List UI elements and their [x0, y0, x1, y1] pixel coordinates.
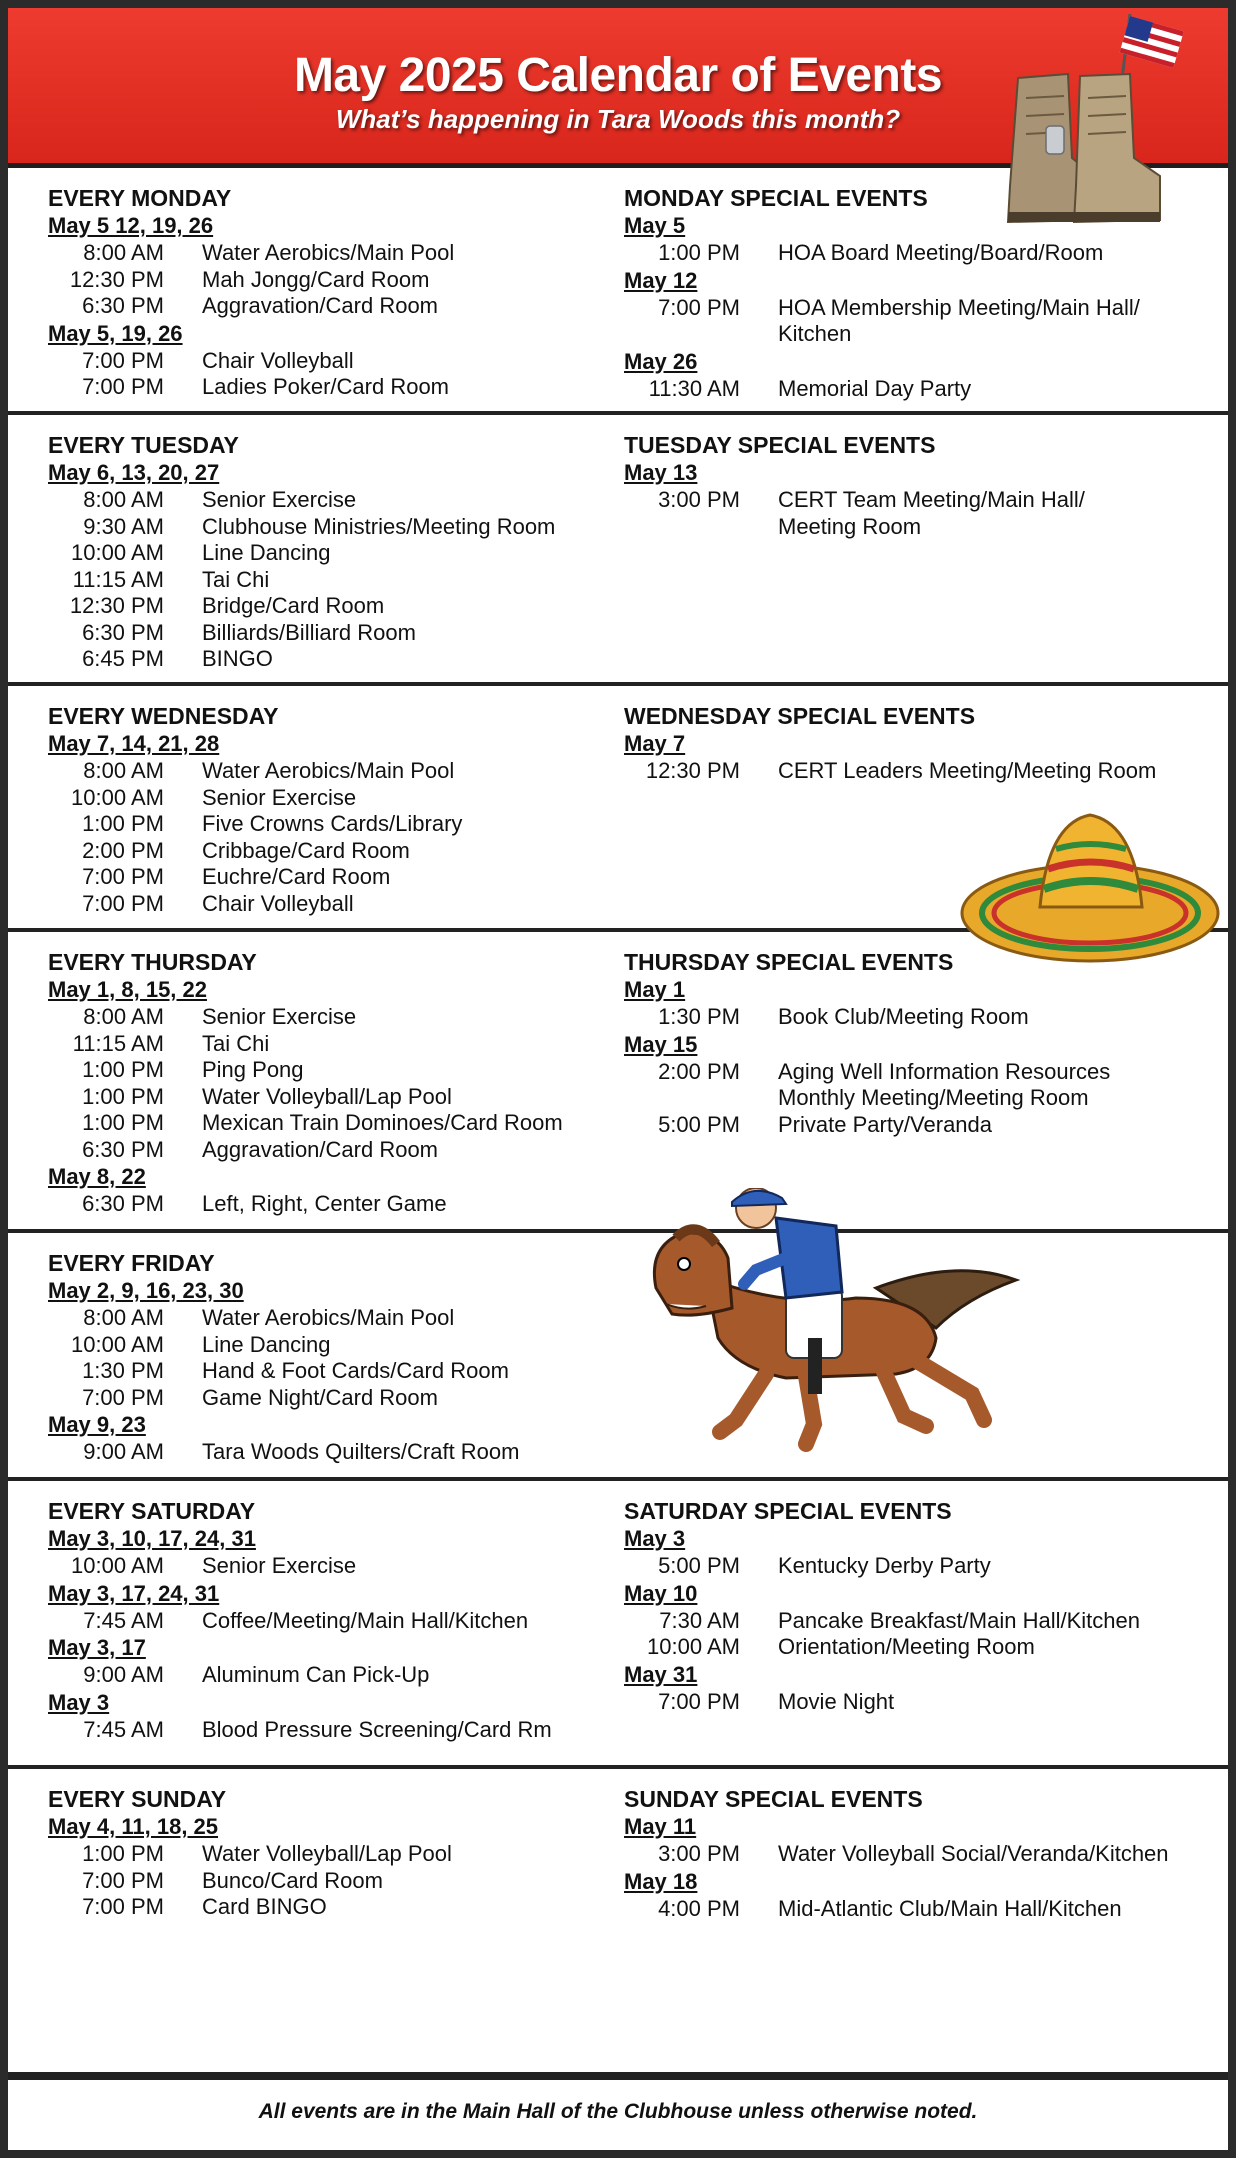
- event-description: Water Aerobics/Main Pool: [202, 240, 455, 265]
- date-group-label: May 9, 23: [48, 1412, 146, 1437]
- event-description: Five Crowns Cards/Library: [202, 811, 463, 836]
- event-time: 10:00 AM: [71, 1553, 164, 1578]
- event-row: [48, 567, 588, 594]
- event-row: [48, 374, 588, 401]
- section-thursday: [8, 932, 1228, 1233]
- event-description: Senior Exercise: [202, 784, 357, 810]
- event-description: Cribbage/Card Room: [202, 837, 410, 863]
- event-row: [48, 811, 588, 838]
- calendar-page: [8, 8, 1228, 2150]
- date-group-label: May 12: [624, 267, 698, 293]
- event-time: 5:00 PM: [658, 1553, 740, 1578]
- event-time: 6:30 PM: [82, 1191, 164, 1216]
- event-time: 3:00 PM: [658, 487, 740, 512]
- event-time: 3:00 PM: [658, 1841, 740, 1866]
- event-description: Mah Jongg/Card Room: [202, 266, 430, 292]
- event-row: [48, 1608, 588, 1635]
- event-description: Bunco/Card Room: [202, 1867, 383, 1893]
- event-time: 1:30 PM: [82, 1358, 164, 1383]
- event-row: [48, 540, 588, 567]
- event-row: [48, 1868, 588, 1895]
- date-group-label: May 3: [624, 1526, 686, 1551]
- event-row: [48, 240, 588, 267]
- event-row: [624, 1112, 1204, 1139]
- event-time: 7:45 AM: [83, 1607, 164, 1633]
- event-description: Clubhouse Ministries/Meeting Room: [202, 513, 556, 539]
- date-group-label: May 6, 13, 20, 27: [48, 460, 220, 485]
- event-description: Tai Chi: [202, 1030, 270, 1056]
- event-row: [48, 1439, 588, 1466]
- event-row: [48, 758, 588, 785]
- event-row: [48, 785, 588, 812]
- event-description: Memorial Day Party: [778, 375, 972, 401]
- event-row: [48, 620, 588, 647]
- sombrero-icon: [958, 803, 1223, 968]
- boots-flag-icon: [998, 8, 1198, 240]
- event-time: 12:30 PM: [69, 593, 164, 618]
- event-time: 7:00 PM: [82, 374, 164, 399]
- event-row: [48, 646, 588, 673]
- event-description: Line Dancing: [202, 540, 331, 565]
- event-time: 7:00 PM: [82, 890, 164, 916]
- event-row: [48, 1137, 588, 1164]
- event-description: Water Aerobics/Main Pool: [202, 1305, 455, 1330]
- event-row: [48, 348, 588, 375]
- event-description: Private Party/Veranda: [778, 1111, 993, 1137]
- event-description: Left, Right, Center Game: [202, 1191, 447, 1216]
- event-time: 8:00 AM: [83, 240, 164, 265]
- event-description: Game Night/Card Room: [202, 1384, 438, 1410]
- event-description: Billiards/Billiard Room: [202, 619, 416, 645]
- date-group-label: May 10: [624, 1580, 698, 1606]
- event-row: [48, 1305, 588, 1332]
- date-group-label: May 7, 14, 21, 28: [48, 731, 220, 756]
- day-heading: EVERY SUNDAY: [48, 1786, 227, 1812]
- day-heading: EVERY MONDAY: [48, 185, 232, 211]
- event-description: Ladies Poker/Card Room: [202, 374, 450, 399]
- date-group-label: May 3, 17: [48, 1635, 146, 1660]
- event-row: [624, 376, 1204, 403]
- event-description: Book Club/Meeting Room: [778, 1004, 1029, 1029]
- event-description: Orientation/Meeting Room: [778, 1634, 1035, 1659]
- event-description: BINGO: [202, 646, 273, 671]
- event-time: 11:15 AM: [72, 566, 164, 592]
- event-description: Coffee/Meeting/Main Hall/Kitchen: [202, 1607, 529, 1633]
- event-time: 5:00 PM: [658, 1111, 740, 1137]
- event-time: 7:30 AM: [659, 1607, 740, 1633]
- event-row: [48, 1110, 588, 1137]
- event-row: [48, 891, 588, 918]
- day-heading: EVERY TUESDAY: [48, 432, 239, 458]
- page-title: May 2025 Calendar of Events: [293, 49, 943, 102]
- event-time: 10:00 AM: [647, 1634, 740, 1659]
- date-group-label: May 8, 22: [48, 1164, 146, 1189]
- day-heading: EVERY FRIDAY: [48, 1250, 215, 1276]
- event-description: Ping Pong: [202, 1057, 304, 1082]
- day-heading: EVERY WEDNESDAY: [48, 703, 279, 729]
- event-time: 1:00 PM: [82, 1841, 164, 1866]
- event-row: [48, 1084, 588, 1111]
- section-friday: [8, 1233, 1228, 1481]
- event-row: [48, 1031, 588, 1058]
- section-sunday: [8, 1769, 1228, 2076]
- date-group-label: May 2, 9, 16, 23, 30: [48, 1278, 244, 1303]
- event-row: [624, 1059, 1204, 1112]
- thursday-recurring-column: [48, 932, 588, 1229]
- event-time: 1:00 PM: [82, 811, 164, 836]
- day-heading: THURSDAY SPECIAL EVENTS: [624, 949, 954, 975]
- saturday-recurring-column: [48, 1481, 588, 1765]
- day-heading: EVERY THURSDAY: [48, 949, 257, 975]
- event-description: Water Volleyball/Lap Pool: [202, 1083, 452, 1109]
- event-row: [48, 1385, 588, 1412]
- date-group-label: May 15: [624, 1031, 698, 1057]
- event-description: Mid-Atlantic Club/Main Hall/Kitchen: [778, 1895, 1122, 1921]
- event-time: 7:00 PM: [82, 347, 164, 373]
- date-group-label: May 26: [624, 348, 698, 374]
- event-time: 4:00 PM: [658, 1895, 740, 1921]
- friday-recurring-column: [48, 1233, 588, 1477]
- event-row: [624, 1004, 1204, 1031]
- event-row: [48, 1332, 588, 1359]
- event-row: [48, 1057, 588, 1084]
- event-time: 10:00 AM: [71, 784, 164, 810]
- event-description: Aggravation/Card Room: [202, 293, 439, 318]
- event-description: Tai Chi: [202, 566, 270, 592]
- event-row: [624, 758, 1204, 785]
- event-row: [624, 240, 1204, 267]
- event-time: 8:00 AM: [83, 758, 164, 783]
- event-row: [48, 1191, 588, 1218]
- event-description: Kentucky Derby Party: [778, 1553, 991, 1578]
- event-description: Line Dancing: [202, 1331, 331, 1357]
- event-time: 7:00 PM: [658, 294, 740, 320]
- event-time: 6:45 PM: [82, 646, 164, 671]
- event-description: Mexican Train Dominoes/Card Room: [202, 1110, 563, 1135]
- event-description: Water Volleyball/Lap Pool: [202, 1841, 452, 1866]
- event-time: 7:00 PM: [82, 1894, 164, 1919]
- event-time: 7:00 PM: [658, 1688, 740, 1714]
- event-row: [48, 864, 588, 891]
- event-time: 7:45 AM: [83, 1716, 164, 1742]
- event-row: [48, 1841, 588, 1868]
- date-group-label: May 4, 11, 18, 25: [48, 1814, 219, 1839]
- event-description: Senior Exercise: [202, 1004, 357, 1029]
- event-row: [48, 514, 588, 541]
- date-group-label: May 1: [624, 977, 686, 1002]
- event-time: 9:00 AM: [83, 1662, 164, 1687]
- event-time: 6:30 PM: [82, 293, 164, 318]
- tuesday-special-column: [624, 415, 1204, 682]
- date-group-label: May 3, 10, 17, 24, 31: [48, 1526, 256, 1551]
- date-group-label: May 13: [624, 460, 698, 485]
- event-row: [48, 1553, 588, 1580]
- event-row: [624, 295, 1204, 348]
- date-group-label: May 7: [624, 731, 686, 756]
- event-description: Pancake Breakfast/Main Hall/Kitchen: [778, 1607, 1140, 1633]
- event-description: Euchre/Card Room: [202, 864, 391, 889]
- event-time: 11:30 AM: [648, 375, 740, 401]
- event-row: [48, 267, 588, 294]
- event-row: [48, 1894, 588, 1921]
- thursday-special-column: [624, 932, 1204, 1229]
- event-time: 10:00 AM: [71, 540, 164, 565]
- event-row: [624, 487, 1204, 540]
- event-description: Tara Woods Quilters/Craft Room: [202, 1439, 520, 1464]
- date-group-label: May 1, 8, 15, 22: [48, 977, 207, 1002]
- event-description: Water Volleyball Social/Veranda/Kitchen: [778, 1841, 1169, 1866]
- event-time: 1:00 PM: [82, 1083, 164, 1109]
- event-description: Movie Night: [778, 1688, 895, 1714]
- jockey-horse-icon: [636, 1188, 1026, 1458]
- event-time: 8:00 AM: [83, 1305, 164, 1330]
- event-time: 2:00 PM: [82, 837, 164, 863]
- event-time: 6:30 PM: [82, 619, 164, 645]
- section-tuesday: [8, 415, 1228, 686]
- footer-note: All events are in the Main Hall of the Clubhouse unless otherwise noted.: [8, 2076, 1228, 2150]
- event-row: [48, 838, 588, 865]
- date-group-label: May 3: [48, 1689, 110, 1715]
- day-heading: WEDNESDAY SPECIAL EVENTS: [624, 703, 976, 729]
- event-description: Blood Pressure Screening/Card Rm: [202, 1716, 552, 1742]
- event-description: HOA Board Meeting/Board/Room: [778, 240, 1104, 265]
- event-time: 1:30 PM: [658, 1004, 740, 1029]
- event-time: 7:00 PM: [82, 1867, 164, 1893]
- event-time: 1:00 PM: [82, 1057, 164, 1082]
- event-time: 6:30 PM: [82, 1136, 164, 1162]
- event-description: CERT Leaders Meeting/Meeting Room: [778, 758, 1157, 783]
- event-row: [48, 593, 588, 620]
- event-description: HOA Membership Meeting/Main Hall/ Kitchen: [778, 294, 1140, 346]
- day-heading: MONDAY SPECIAL EVENTS: [624, 185, 928, 211]
- event-time: 10:00 AM: [71, 1331, 164, 1357]
- event-time: 7:00 PM: [82, 1384, 164, 1410]
- event-time: 1:00 PM: [658, 240, 740, 265]
- date-group-label: May 18: [624, 1868, 698, 1894]
- event-description: Bridge/Card Room: [202, 593, 385, 618]
- page-subtitle: What’s happening in Tara Woods this month?: [335, 104, 901, 134]
- date-group-label: May 5 12, 19, 26: [48, 213, 214, 238]
- tuesday-recurring-column: [48, 415, 588, 682]
- date-group-label: May 31: [624, 1661, 698, 1687]
- day-heading: SATURDAY SPECIAL EVENTS: [624, 1498, 952, 1524]
- event-description: Senior Exercise: [202, 1553, 357, 1578]
- event-time: 8:00 AM: [83, 1004, 164, 1029]
- event-time: 1:00 PM: [82, 1110, 164, 1135]
- date-group-label: May 5: [624, 213, 686, 238]
- event-row: [624, 1689, 1204, 1716]
- event-row: [48, 1662, 588, 1689]
- event-row: [48, 293, 588, 320]
- event-description: Chair Volleyball: [202, 890, 354, 916]
- event-time: 9:00 AM: [83, 1439, 164, 1464]
- event-row: [48, 1004, 588, 1031]
- event-time: 8:00 AM: [83, 487, 164, 512]
- wednesday-recurring-column: [48, 686, 588, 928]
- sunday-special-column: [624, 1769, 1204, 2072]
- event-row: [48, 487, 588, 514]
- event-description: Aggravation/Card Room: [202, 1136, 439, 1162]
- event-row: [48, 1358, 588, 1385]
- event-time: 12:30 PM: [645, 758, 740, 783]
- event-description: Water Aerobics/Main Pool: [202, 758, 455, 783]
- event-description: Aluminum Can Pick-Up: [202, 1662, 430, 1687]
- event-time: 7:00 PM: [82, 864, 164, 889]
- day-heading: SUNDAY SPECIAL EVENTS: [624, 1786, 923, 1812]
- event-time: 12:30 PM: [69, 266, 164, 292]
- day-heading: EVERY SATURDAY: [48, 1498, 256, 1524]
- date-group-label: May 3, 17, 24, 31: [48, 1580, 220, 1606]
- event-time: 9:30 AM: [83, 513, 164, 539]
- event-row: [624, 1553, 1204, 1580]
- date-group-label: May 11: [624, 1814, 697, 1839]
- event-description: Card BINGO: [202, 1894, 327, 1919]
- sunday-recurring-column: [48, 1769, 588, 2072]
- day-heading: TUESDAY SPECIAL EVENTS: [624, 432, 936, 458]
- event-description: Senior Exercise: [202, 487, 357, 512]
- event-row: [624, 1896, 1204, 1923]
- event-description: Aging Well Information Resources Monthly Meeting/Meeting Room: [778, 1058, 1111, 1110]
- event-row: [624, 1841, 1204, 1868]
- date-group-label: May 5, 19, 26: [48, 320, 183, 346]
- saturday-special-column: [624, 1481, 1204, 1765]
- event-row: [624, 1608, 1204, 1635]
- monday-recurring-column: [48, 168, 588, 411]
- event-row: [624, 1634, 1204, 1661]
- event-row: [48, 1717, 588, 1744]
- event-description: Hand & Foot Cards/Card Room: [202, 1358, 509, 1383]
- event-description: Chair Volleyball: [202, 347, 354, 373]
- event-description: CERT Team Meeting/Main Hall/ Meeting Room: [778, 487, 1085, 539]
- event-time: 11:15 AM: [72, 1030, 164, 1056]
- section-saturday: [8, 1481, 1228, 1769]
- event-time: 2:00 PM: [658, 1058, 740, 1084]
